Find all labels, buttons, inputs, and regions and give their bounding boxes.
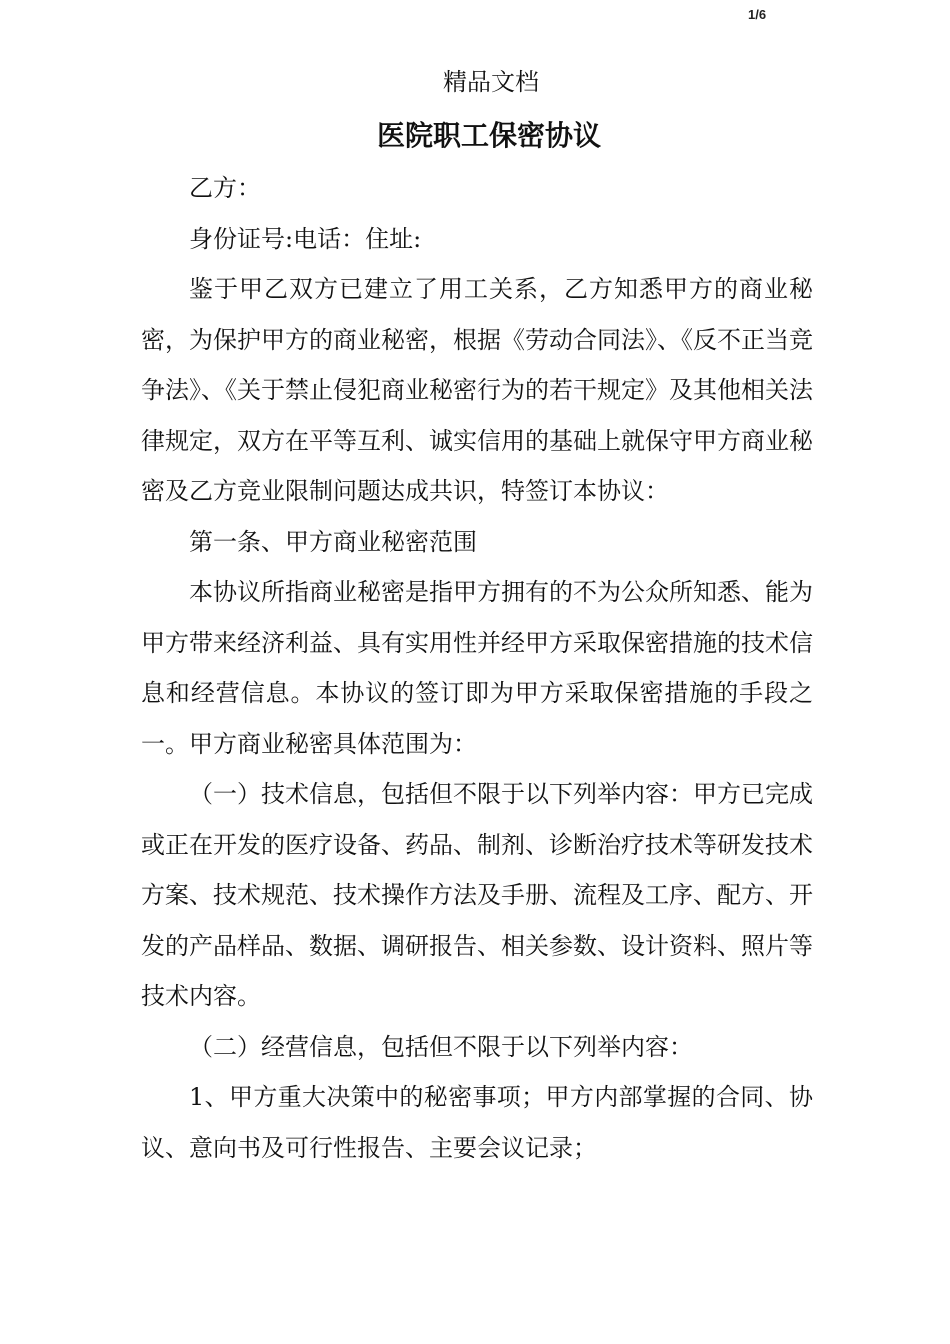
technical-info-paragraph: （一）技术信息，包括但不限于以下列举内容：甲方已完成或正在开发的医疗设备、药品、制剂、诊断治疗技术等研发技术方案、技术规范、技术操作方法及手册、流程及工序、配方、开发的产品样品、数据、调研报告、相关参数、设计资料、照片等技术内容。	[141, 780, 813, 1010]
document-body	[141, 163, 813, 1173]
document-title: 医院职工保密协议	[376, 119, 601, 152]
id-phone-address-line: 身份证号:电话：住址:	[189, 224, 422, 253]
party-b-line: 乙方：	[189, 174, 261, 202]
document-header-label: 精品文档	[443, 68, 539, 96]
page-number: 1/6	[748, 7, 767, 22]
business-info-heading: （二）经营信息，包括但不限于以下列举内容：	[189, 1032, 693, 1061]
business-info-item-1: 1、甲方重大决策中的秘密事项；甲方内部掌握的合同、协议、意向书及可行性报告、主要会议记录；	[141, 1083, 813, 1162]
trade-secret-definition-paragraph: 本协议所指商业秘密是指甲方拥有的不为公众所知悉、能为甲方带来经济利益、具有实用性并经甲方采取保密措施的技术信息和经营信息。本协议的签订即为甲方采取保密措施的手段之一。甲方商业秘密具体范围为：	[141, 578, 813, 758]
article-one-heading: 第一条、甲方商业秘密范围	[189, 527, 477, 556]
preamble-paragraph: 鉴于甲乙双方已建立了用工关系，乙方知悉甲方的商业秘密，为保护甲方的商业秘密，根据《劳动合同法》、《反不正当竞争法》、《关于禁止侵犯商业秘密行为的若干规定》及其他相关法律规定，双方在平等互利、诚实信用的基础上就保守甲方商业秘密及乙方竞业限制问题达成共识，特签订本协议：	[141, 275, 813, 505]
